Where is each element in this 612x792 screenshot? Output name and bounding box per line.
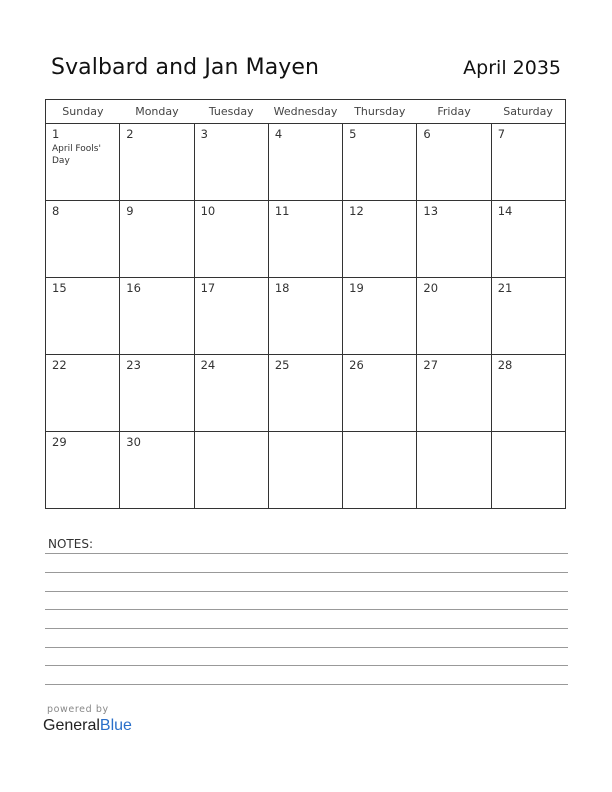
- calendar-grid: [45, 99, 566, 509]
- generalblue-logo: [43, 717, 132, 735]
- notes-line: [45, 609, 568, 610]
- day-cell: [268, 278, 342, 355]
- day-number: 13: [423, 204, 439, 218]
- week-row: [46, 124, 566, 201]
- day-cell: [46, 278, 120, 355]
- day-number: 2: [126, 127, 134, 141]
- day-cell: [491, 355, 565, 432]
- day-cell-empty: [194, 432, 268, 509]
- notes-line: [45, 628, 568, 629]
- day-number: 25: [274, 358, 290, 372]
- day-number: 22: [52, 358, 67, 372]
- weekday-header-row: [46, 100, 566, 124]
- day-number: 19: [349, 281, 364, 295]
- day-number: 24: [200, 358, 216, 372]
- notes-line: [45, 591, 568, 592]
- weekday-header: Monday: [120, 100, 194, 124]
- day-cell: [343, 355, 417, 432]
- day-cell: [46, 201, 120, 278]
- brand-blue: Blue: [99, 717, 132, 734]
- day-cell: [491, 124, 565, 201]
- day-number: 1: [52, 127, 60, 141]
- day-number: 18: [274, 281, 290, 295]
- day-cell: [417, 201, 491, 278]
- day-number: 3: [200, 127, 208, 141]
- day-cell: [120, 432, 194, 509]
- notes-label: NOTES:: [48, 537, 93, 551]
- day-cell: [194, 124, 268, 201]
- day-number: 7: [497, 127, 506, 141]
- day-number: 20: [423, 281, 439, 295]
- day-cell-empty: [491, 432, 565, 509]
- day-number: 17: [200, 281, 216, 295]
- day-cell: [120, 124, 194, 201]
- day-cell: [268, 355, 342, 432]
- day-number: 27: [423, 358, 439, 372]
- day-cell: [120, 355, 194, 432]
- day-number: 23: [126, 358, 141, 372]
- day-cell-empty: [268, 432, 342, 509]
- weekday-header: Saturday: [491, 100, 565, 124]
- day-cell: [491, 201, 565, 278]
- day-cell: [491, 278, 565, 355]
- brand-general: General: [43, 717, 100, 734]
- day-number: 5: [349, 127, 357, 141]
- day-number: 21: [497, 281, 513, 295]
- notes-line: [45, 647, 568, 648]
- week-row: [46, 201, 566, 278]
- calendar-title: Svalbard and Jan Mayen: [51, 55, 320, 80]
- day-number: 6: [423, 127, 431, 141]
- day-number: 28: [497, 358, 513, 372]
- notes-line: [45, 572, 568, 573]
- notes-line: [45, 665, 568, 666]
- weekday-header: Wednesday: [268, 100, 342, 124]
- weekday-header: Tuesday: [194, 100, 268, 124]
- day-cell: [194, 201, 268, 278]
- day-number: 26: [349, 358, 364, 372]
- day-cell: [268, 124, 342, 201]
- day-cell: [120, 278, 194, 355]
- day-cell: [120, 201, 194, 278]
- day-cell: [194, 355, 268, 432]
- day-number: 14: [497, 204, 513, 218]
- weekday-header: Friday: [417, 100, 491, 124]
- day-number: 10: [200, 204, 216, 218]
- day-cell: [417, 278, 491, 355]
- day-number: 16: [126, 281, 141, 295]
- day-number: 12: [349, 204, 364, 218]
- weekday-header: Sunday: [46, 100, 120, 124]
- notes-line: [45, 553, 568, 554]
- day-cell: [343, 201, 417, 278]
- powered-by-text: powered by: [47, 704, 109, 715]
- weekday-header: Thursday: [343, 100, 417, 124]
- day-cell: [46, 124, 120, 201]
- calendar-month: April 2035: [463, 57, 561, 79]
- day-cell: [417, 355, 491, 432]
- day-cell: [343, 124, 417, 201]
- day-cell: [46, 432, 120, 509]
- day-number: 30: [126, 435, 141, 449]
- week-row: [46, 278, 566, 355]
- week-row: [46, 432, 566, 509]
- day-cell: [46, 355, 120, 432]
- day-cell: [194, 278, 268, 355]
- holiday-label: April Fools' Day: [52, 144, 101, 166]
- day-number: 8: [52, 204, 60, 218]
- day-cell-empty: [417, 432, 491, 509]
- day-cell: [343, 278, 417, 355]
- day-cell: [268, 201, 342, 278]
- day-number: 29: [52, 435, 67, 449]
- notes-line: [45, 684, 568, 685]
- day-cell-empty: [343, 432, 417, 509]
- day-cell: [417, 124, 491, 201]
- day-number: 9: [126, 204, 134, 218]
- day-number: 15: [52, 281, 67, 295]
- week-row: [46, 355, 566, 432]
- day-number: 4: [274, 127, 283, 141]
- day-number: 11: [274, 204, 290, 218]
